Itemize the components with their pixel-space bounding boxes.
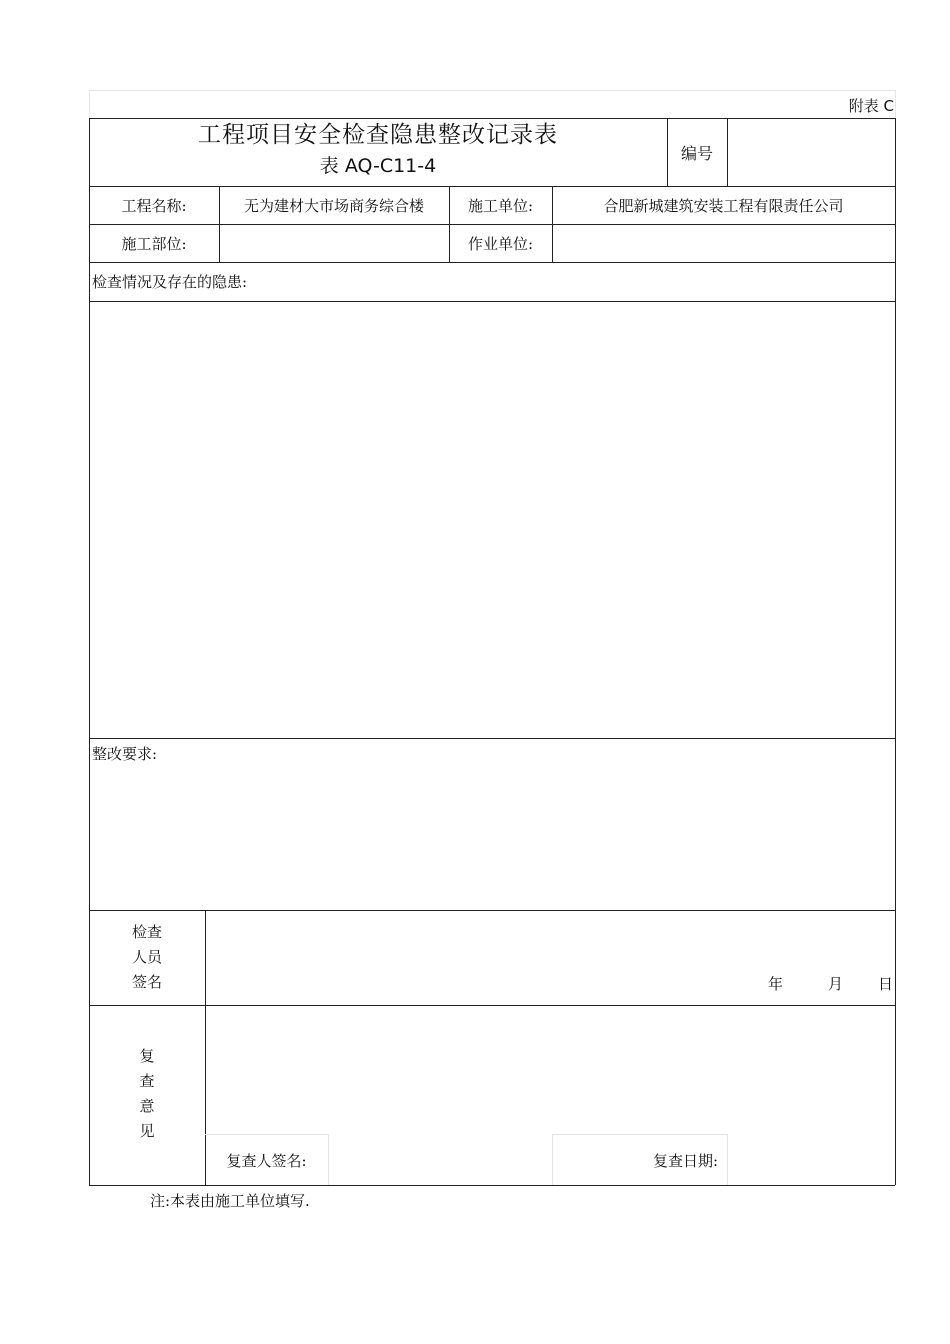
review-opinion-label — [89, 1046, 205, 1142]
table-right-border — [895, 118, 896, 1185]
inspection-content-area[interactable] — [90, 302, 895, 738]
review-line-4: 见 — [139, 1122, 155, 1140]
review-date-field[interactable] — [728, 1135, 895, 1185]
contractor-field[interactable]: 合肥新城建筑安装工程有限责任公司 — [603, 196, 844, 215]
inspector-date-year: 年 — [768, 974, 784, 993]
form-title: 工程项目安全检查隐患整改记录表 — [198, 121, 558, 148]
appendix-label: 附表 C — [848, 96, 894, 115]
rectification-content-area[interactable] — [90, 766, 895, 910]
top-guide-left — [89, 90, 90, 118]
inspection-area-bottom-border — [89, 738, 895, 739]
number-field[interactable] — [727, 118, 895, 186]
table-bottom-border — [89, 1185, 895, 1186]
project-name-field[interactable]: 无为建材大市场商务综合楼 — [243, 196, 424, 215]
form-note: 注:本表由施工单位填写. — [150, 1191, 310, 1210]
inspector-sign-line-3: 签名 — [131, 973, 162, 991]
inspector-date-day: 日 — [878, 974, 894, 993]
review-date-label: 复查日期: — [652, 1151, 718, 1170]
review-line-2: 查 — [139, 1072, 155, 1090]
review-line-1: 复 — [139, 1047, 155, 1065]
inspector-date-month: 月 — [828, 974, 844, 993]
review-line-3: 意 — [139, 1097, 155, 1115]
work-unit-field[interactable] — [552, 224, 895, 262]
inspector-sign-line-1: 检查 — [131, 923, 162, 941]
top-guide-line — [89, 90, 895, 91]
inspection-label: 检查情况及存在的隐患: — [92, 273, 248, 291]
review-opinion-area[interactable] — [206, 1006, 895, 1133]
work-unit-label: 作业单位: — [467, 234, 534, 253]
contractor-label: 施工单位: — [467, 196, 534, 215]
inspector-sign-label — [89, 922, 205, 993]
construction-part-field[interactable] — [219, 224, 449, 262]
form-code: 表 AQ-C11-4 — [319, 154, 437, 177]
reviewer-sign-label: 复查人签名: — [226, 1151, 307, 1170]
number-label: 编号 — [680, 143, 713, 163]
construction-part-label: 施工部位: — [121, 234, 187, 253]
reviewer-sign-field[interactable] — [329, 1135, 551, 1185]
project-name-label: 工程名称: — [121, 196, 187, 215]
inspector-sign-line-2: 人员 — [131, 948, 162, 966]
inspector-sign-area[interactable] — [206, 911, 895, 971]
top-guide-right — [895, 90, 896, 118]
rectification-label: 整改要求: — [92, 744, 158, 763]
